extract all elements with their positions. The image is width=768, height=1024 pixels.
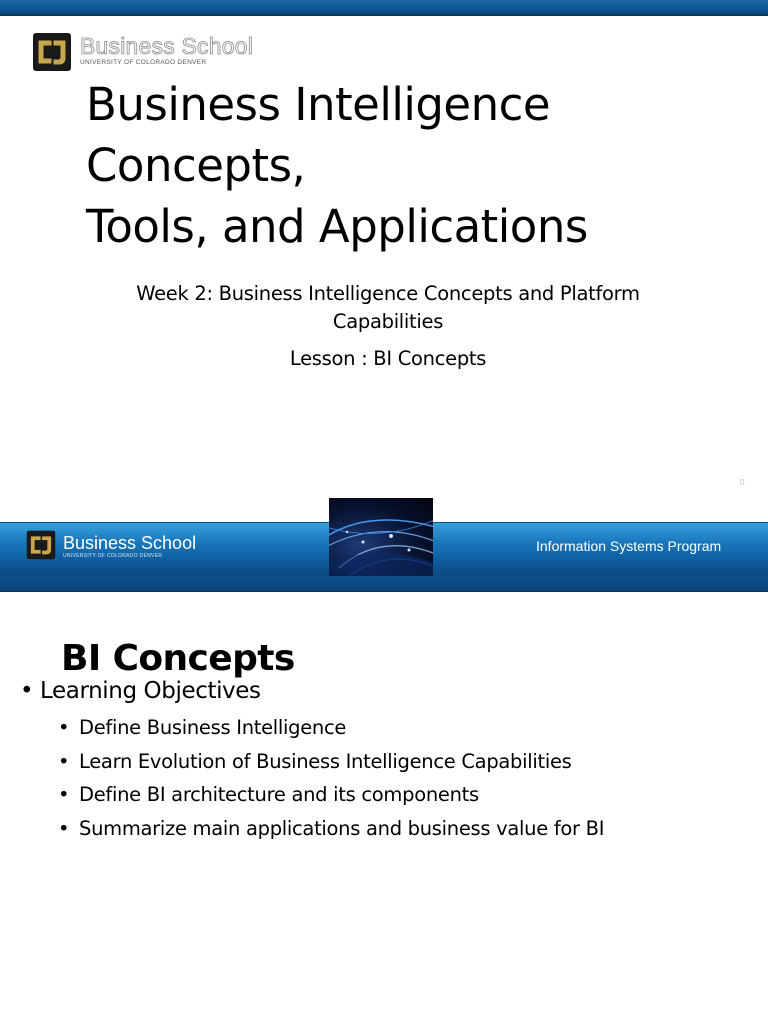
bullet-icon: • — [58, 749, 70, 773]
footer-strip — [0, 576, 768, 592]
title-line: Business Intelligence — [86, 78, 551, 131]
lesson-label: Lesson : BI Concepts — [289, 347, 487, 370]
title-line: Tools, and Applications — [86, 200, 588, 253]
objectives-list — [58, 711, 604, 845]
footer-logo-subtitle: UNIVERSITY OF COLORADO DENVER — [63, 553, 163, 559]
program-label: Information Systems Program — [536, 538, 722, 554]
subtitle-line: Week 2: Business Intelligence Concepts and Platform — [136, 282, 640, 305]
list-item-text: Summarize main applications and business value for BI — [79, 816, 605, 840]
list-item-text: Learn Evolution of Business Intelligence Capabilities — [79, 749, 572, 773]
bullet-icon: • — [20, 678, 34, 704]
footer-logo-name: Business School — [63, 533, 197, 553]
content-slide — [0, 592, 768, 1024]
business-school-logo — [32, 32, 253, 72]
footer-logo — [26, 530, 196, 560]
week-subtitle — [90, 280, 686, 336]
cu-logo-icon — [26, 530, 56, 560]
logo-name: Business School — [80, 33, 254, 59]
list-item-text: Define Business Intelligence — [79, 716, 347, 739]
subtitle-line: Capabilities — [332, 310, 444, 333]
bullet-icon: • — [58, 816, 70, 840]
top-bar — [0, 0, 768, 16]
list-item — [58, 711, 604, 745]
slide-title: BI Concepts — [61, 638, 295, 679]
list-item-text: Define BI architecture and its components — [79, 783, 479, 806]
bullet-icon: • — [58, 716, 70, 739]
bullet-text: Learning Objectives — [40, 678, 261, 704]
list-item — [58, 745, 604, 779]
slide-number: 0 — [740, 478, 745, 487]
logo-subtitle: UNIVERSITY OF COLORADO DENVER — [80, 59, 207, 66]
list-item — [58, 812, 604, 846]
bullet-learning-objectives — [20, 676, 261, 706]
bullet-icon: • — [58, 783, 70, 806]
slide-title — [86, 74, 706, 257]
network-globe-image — [329, 498, 433, 576]
list-item — [58, 778, 604, 812]
title-line: Concepts, — [86, 139, 306, 192]
cu-logo-icon — [32, 32, 72, 72]
